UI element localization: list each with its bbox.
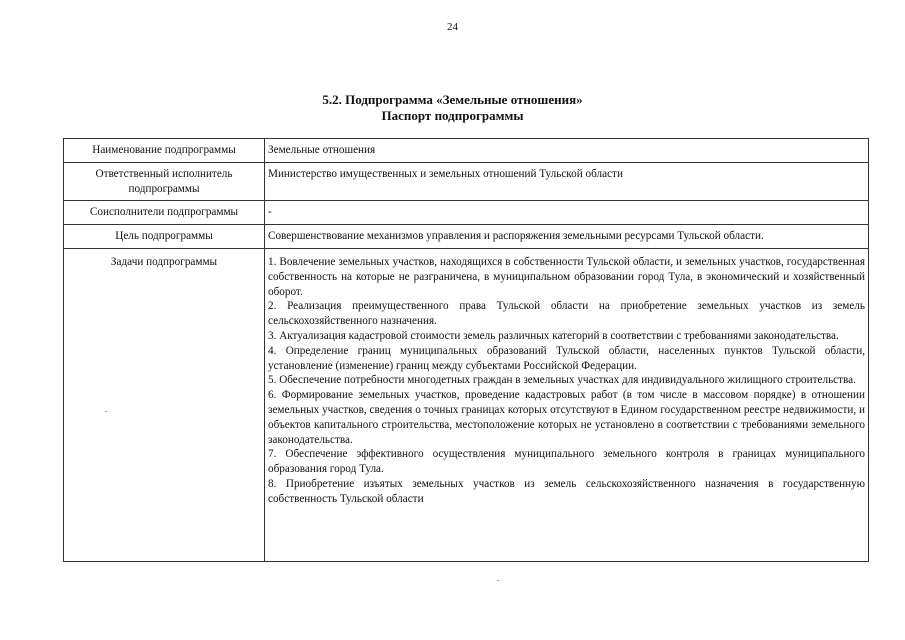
task-item: 2. Реализация преимущественного права Тульской области на приобретение земельных участков из земель сельскохозяйственного назначения. <box>268 300 865 328</box>
row-value-coexecutors: - <box>265 201 869 225</box>
row-value-name: Земельные отношения <box>265 139 869 163</box>
row-value-goal: Совершенствование механизмов управления и распоряжения земельными ресурсами Тульской области. <box>265 225 869 249</box>
row-value-tasks <box>265 248 869 561</box>
passport-table <box>63 138 869 562</box>
table-row <box>64 248 869 561</box>
row-label-name: Наименование подпрограммы <box>64 139 265 163</box>
table-row <box>64 139 869 163</box>
task-item: 4. Определение границ муниципальных образований Тульской области, населенных пунктов Тульской области, установление (изменение) границ между субъектами Российской Федерации. <box>268 344 865 372</box>
table-row <box>64 162 869 201</box>
row-label-tasks: Задачи подпрограммы <box>64 248 265 561</box>
task-item: 5. Обеспечение потребности многодетных граждан в земельных участках для индивидуального жилищного строительства. <box>268 374 856 387</box>
row-label-goal: Цель подпрограммы <box>64 225 265 249</box>
scan-speck <box>497 580 499 581</box>
heading-subtitle: Паспорт подпрограммы <box>381 108 524 123</box>
task-item: 1. Вовлечение земельных участков, находящихся в собственности Тульской области, и земельных участков, государственная собственность на которые не разграничена, в муниципальном образовании город Тула, в экономический и хозяйственный оборот. <box>268 255 865 298</box>
row-label-coexecutors: Соисполнители подпрограммы <box>64 201 265 225</box>
heading-title: 5.2. Подпрограмма «Земельные отношения» <box>322 92 583 107</box>
task-item: 3. Актуализация кадастровой стоимости земель различных категорий в соответствии с требованиями законодательства. <box>268 329 839 342</box>
table-row <box>64 201 869 225</box>
row-value-executor: Министерство имущественных и земельных отношений Тульской области <box>265 162 869 201</box>
task-item: 7. Обеспечение эффективного осуществления муниципального земельного контроля в границах муниципального образования город Тула. <box>268 448 865 476</box>
section-heading <box>0 92 905 124</box>
table-row <box>64 225 869 249</box>
task-item: 8. Приобретение изъятых земельных участков из земель сельскохозяйственного назначения в государственную собственность Тульской области <box>268 477 865 505</box>
page-number: 24 <box>447 21 458 33</box>
task-item: 6. Формирование земельных участков, проведение кадастровых работ (в том числе в массовом порядке) в отношении земельных участков, сведения о точных границах которых отсутствуют в Едином государственном реестре недвижимости, и объектов капитального строительства, местоположение которых не установлено в соответствии с требованиями земельного законодательства. <box>268 389 865 446</box>
scan-speck <box>105 411 107 412</box>
row-label-executor: Ответственный исполнитель подпрограммы <box>64 162 265 201</box>
